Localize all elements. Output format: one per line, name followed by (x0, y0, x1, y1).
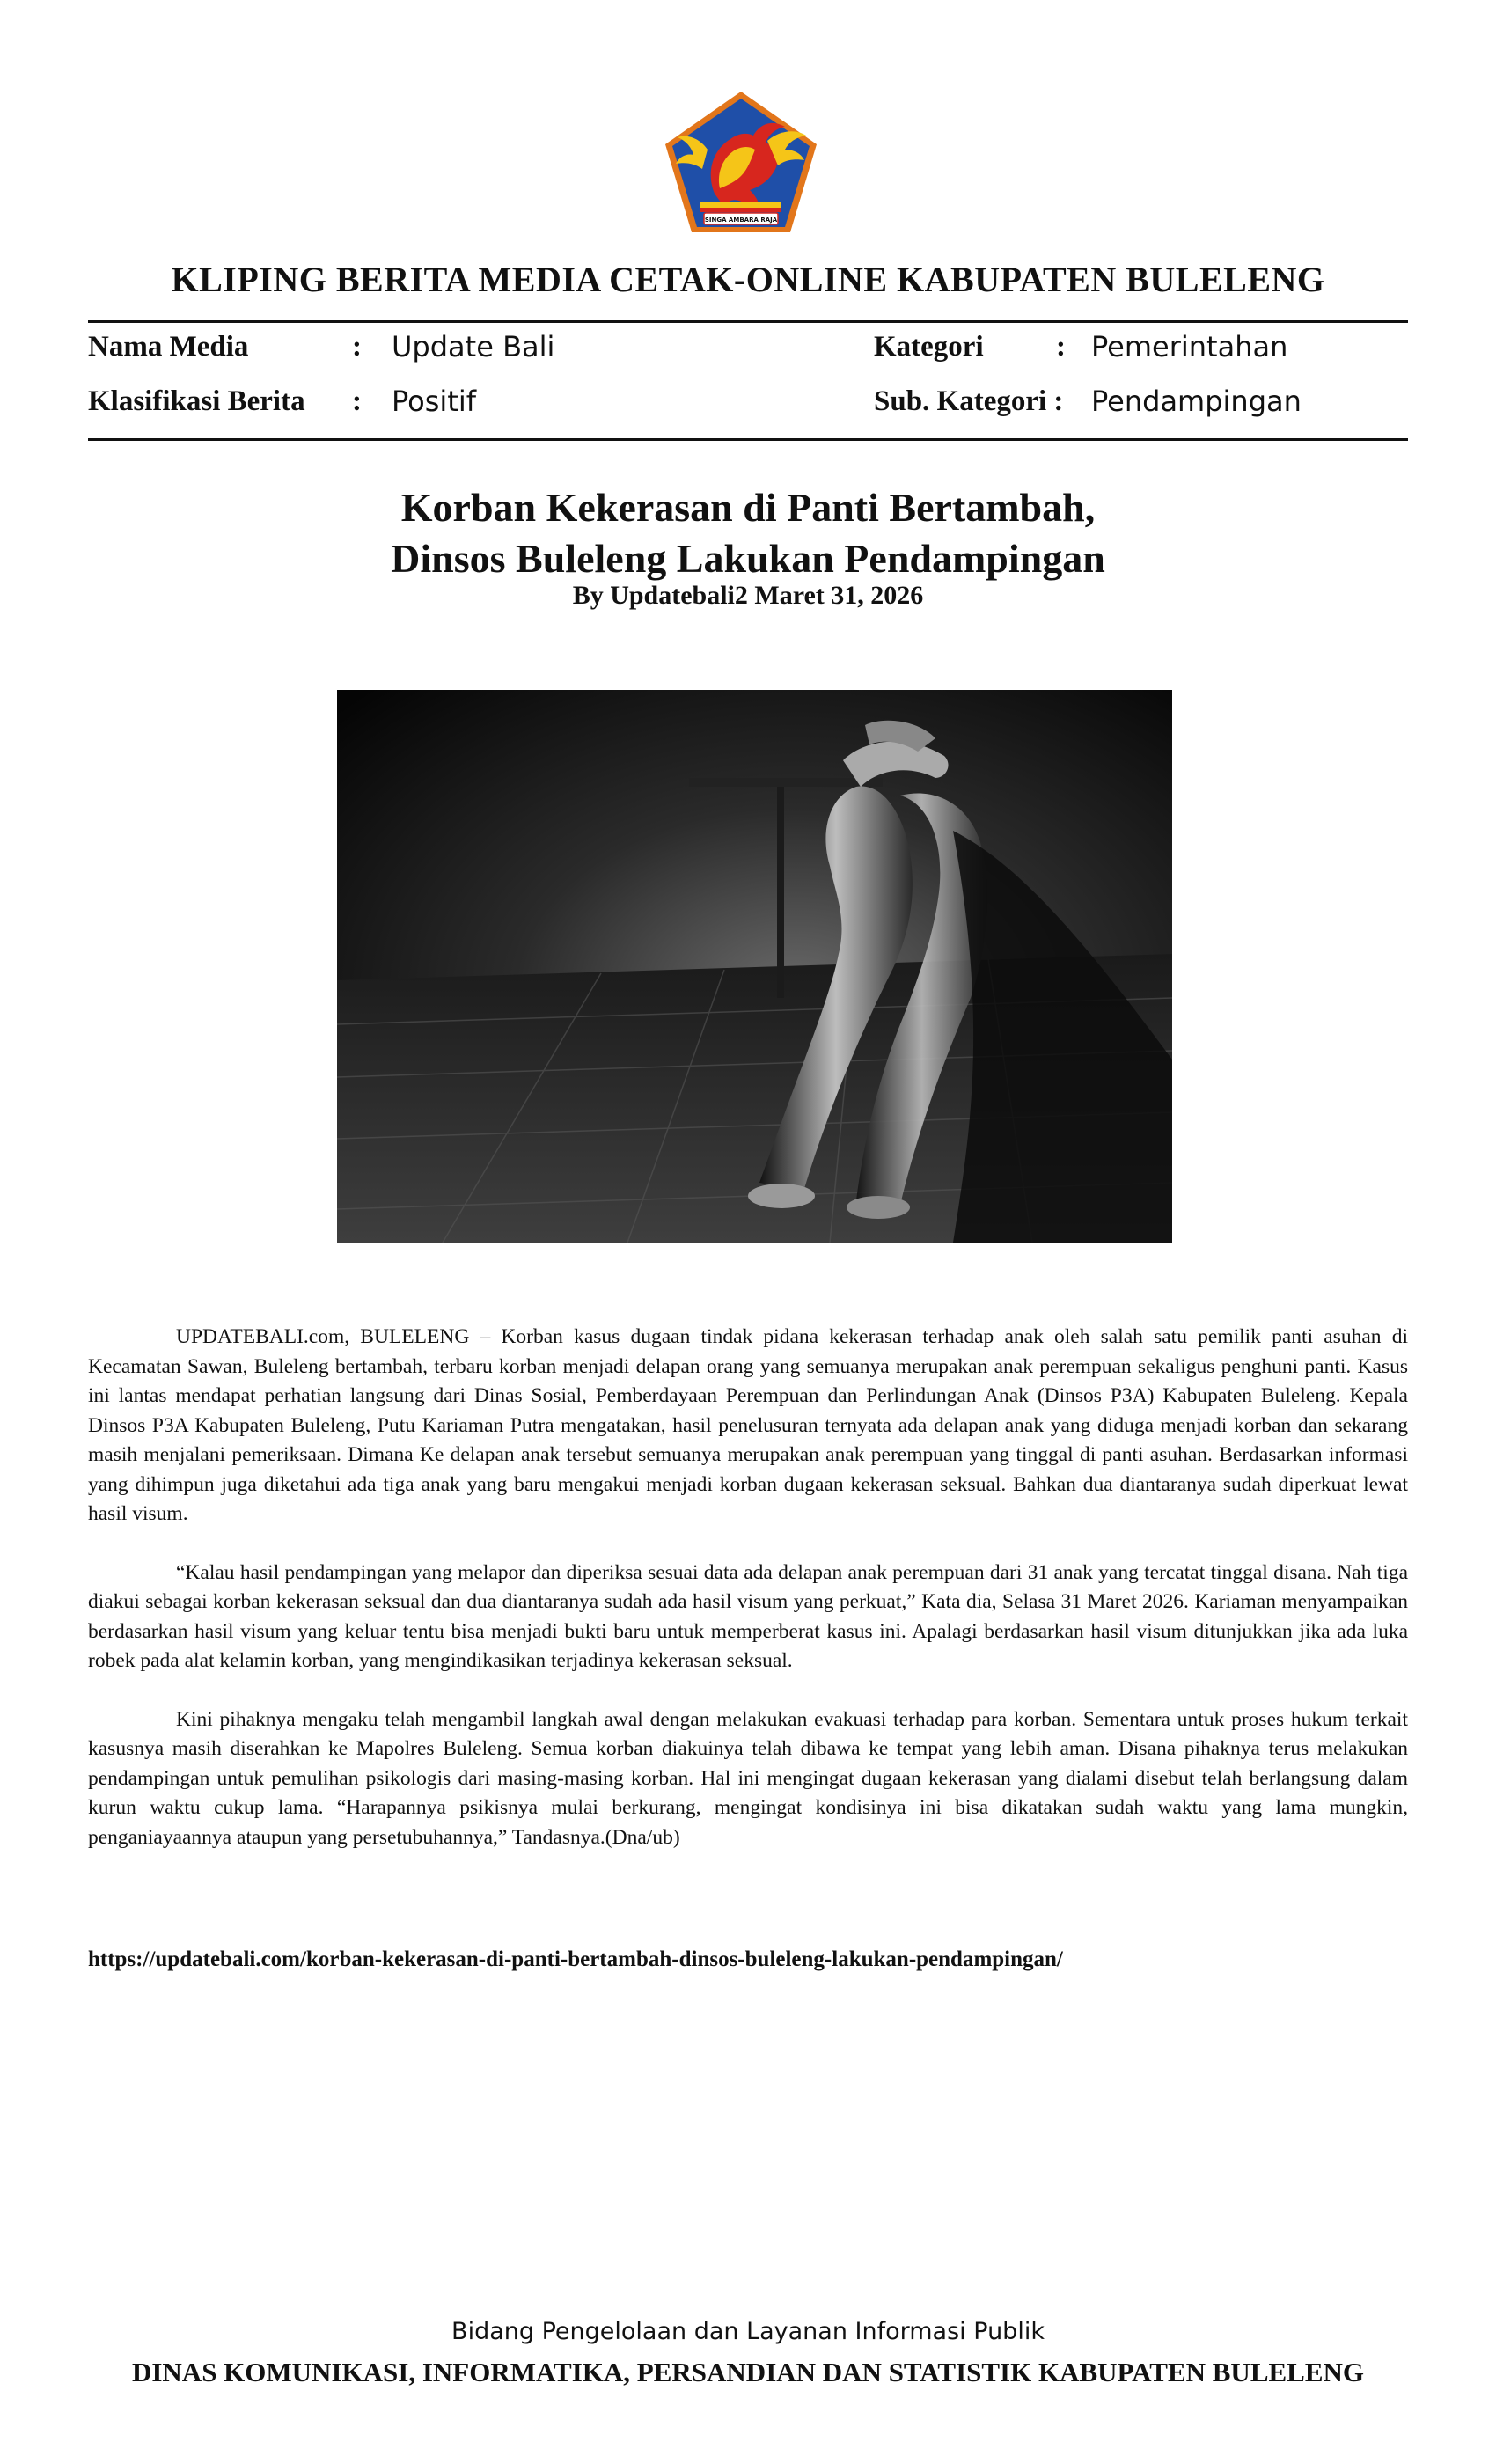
sub-kategori-value: Pendampingan (1091, 385, 1302, 418)
kategori-value: Pemerintahan (1091, 330, 1288, 363)
header-divider (88, 320, 1408, 323)
page-title: KLIPING BERITA MEDIA CETAK-ONLINE KABUPATEN BULELENG (171, 260, 1325, 299)
kategori-colon: : (1056, 331, 1066, 363)
sub-kategori-label: Sub. Kategori : (874, 385, 1064, 417)
nama-media-colon: : (352, 331, 362, 363)
nama-media-label: Nama Media (88, 331, 249, 363)
article-paragraph-1: UPDATEBALI.com, BULELENG – Korban kasus dugaan tindak pidana kekerasan terhadap anak oleh salah satu pemilik panti asuhan di Kecamatan Sawan, Buleleng bertambah, terbaru korban menjadi delapan orang yang semuanya merupakan anak perempuan sekaligus penghuni panti. Kasus ini lantas mendapat perhatian langsung dari Dinas Sosial, Pemberdayaan Perempuan dan Perlindungan Anak (Dinsos P3A) Kabupaten Buleleng. Kepala Dinsos P3A Kabupaten Buleleng, Putu Kariaman Putra mengatakan, hasil penelusuran ternyata ada delapan anak yang diduga menjadi korban dan sekarang masih menjalani pemeriksaan. Dimana Ke delapan anak tersebut semuanya merupakan anak perempuan yang tinggal di panti asuhan. Berdasarkan informasi yang dihimpun juga diketahui ada tiga anak yang baru mengakui menjadi korban dugaan kekerasan seksual. Bahkan dua diantaranya sudah diperkuat lewat hasil visum. (88, 1325, 1408, 1525)
meta-divider (88, 438, 1408, 441)
footer-subtitle: Bidang Pengelolaan dan Layanan Informasi Publik (451, 2318, 1045, 2345)
article-paragraph-3: Kini pihaknya mengaku telah mengambil langkah awal dengan melakukan evakuasi terhadap para korban. Sementara untuk proses hukum terkait kasusnya masih diserahkan ke Mapolres Buleleng. Semua korban diakuinya telah dibawa ke tempat yang lebih aman. Disana pihaknya terus melakukan pendampingan untuk pemulihan psikologis dari masing-masing korban. Hal ini mengingat dugaan kekerasan yang dialami disebut telah berlangsung dalam kurun waktu cukup lama. “Harapannya psikisnya mulai berkurang, mengingat kondisinya ini bisa dikatakan sudah waktu yang lama mungkin, penganiayaannya ataupun yang persetubuhannya,” Tandasnya.(Dna/ub) (88, 1707, 1408, 1849)
nama-media-value: Update Bali (392, 330, 555, 363)
kategori-label: Kategori (874, 331, 984, 363)
article-body (88, 1323, 1408, 1881)
klasifikasi-colon: : (352, 385, 362, 417)
article-byline: By Updatebali2 Maret 31, 2026 (572, 581, 924, 610)
article-title-line1: Korban Kekerasan di Panti Bertambah, (400, 485, 1096, 530)
source-url-link[interactable]: https://updatebali.com/korban-kekerasan-di-panti-bertambah-dinsos-buleleng-lakukan-pendampingan/ (88, 1947, 1063, 1971)
logo-banner-text: SINGA AMBARA RAJA (704, 216, 778, 224)
article-paragraph-2: “Kalau hasil pendampingan yang melapor dan diperiksa sesuai data ada delapan anak perempuan dari 31 anak yang tercatat tinggal disana. Nah tiga diakui sebagai korban kekerasan seksual dan dua diantaranya sudah ada hasil visum yang perkuat,” Kata dia, Selasa 31 Maret 2026. Kariaman menyampaikan berdasarkan hasil visum yang keluar tentu bisa menjadi bukti baru untuk memperberat kasus ini. Apalagi berdasarkan hasil visum ditunjukkan jika ada luka robek pada alat kelamin korban, yang mengindikasikan terjadinya kekerasan seksual. (88, 1560, 1408, 1672)
footer-title: DINAS KOMUNIKASI, INFORMATIKA, PERSANDIAN DAN STATISTIK KABUPATEN BULELENG (131, 2357, 1365, 2387)
klasifikasi-label: Klasifikasi Berita (88, 385, 305, 417)
klasifikasi-value: Positif (392, 385, 476, 418)
buleleng-crest-logo (662, 88, 820, 236)
article-title-line2: Dinsos Buleleng Lakukan Pendampingan (391, 536, 1105, 581)
article-photo (337, 690, 1172, 1243)
